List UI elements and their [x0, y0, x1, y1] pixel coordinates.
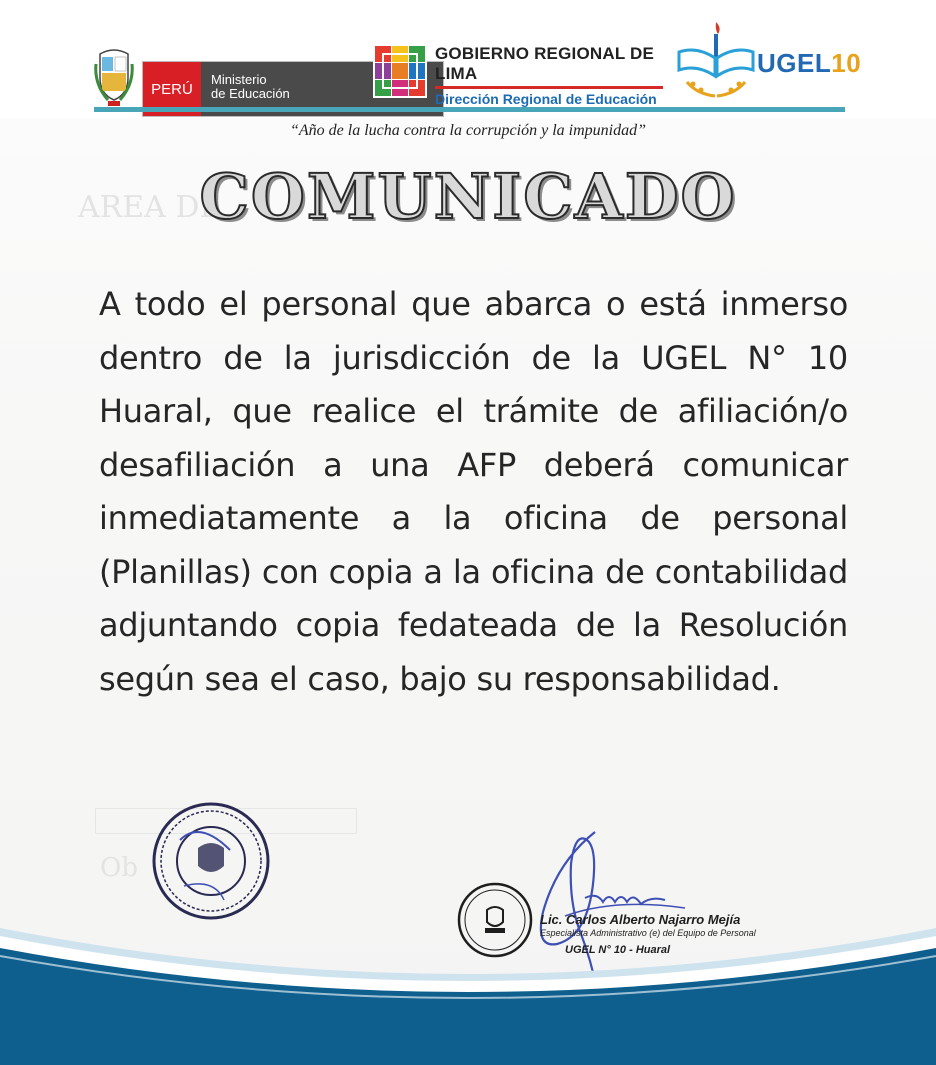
- regional-title: GOBIERNO REGIONAL DE LIMA: [435, 44, 655, 83]
- bleed-through-text: Ob: [100, 853, 138, 883]
- ugel-wordmark: [757, 48, 861, 79]
- letterhead: [88, 18, 862, 114]
- signer-office: UGEL N° 10 - Huaral: [565, 944, 671, 956]
- regional-divider: [435, 86, 663, 89]
- regional-government-logo-icon: [373, 44, 427, 98]
- footer-wave-decoration: [0, 900, 936, 1065]
- document-title: COMUNICADO: [199, 160, 737, 233]
- regional-government-name: [435, 44, 663, 107]
- bleed-through-text: AREA DE: [78, 190, 222, 225]
- announcement-body: A todo el personal que abarca o está inmerso dentro de la jurisdicción de la UGEL N° 10 Huaral, que realice el trámite de afiliación/o desafiliación a una AFP deberá comunicar inmediatamente a la oficina de personal (Planillas) con copia a la oficina de contabilidad adjuntando copia fedateada de la Resolución según sea el caso, bajo su responsabilidad.: [99, 285, 848, 698]
- year-motto: “Año de la lucha contra la corrupción y la impunidad”: [290, 122, 646, 139]
- signer-name: Lic. Carlos Alberto Najarro Mejía: [540, 912, 741, 927]
- ugel-word: UGEL: [757, 48, 832, 78]
- ugel-number: 10: [831, 48, 862, 78]
- peru-label: PERÚ: [143, 62, 201, 116]
- ugel-open-book-torch-icon: [673, 18, 759, 104]
- ministry-line-1: Ministerio: [211, 72, 267, 87]
- regional-subtitle: Dirección Regional de Educación: [435, 91, 657, 107]
- peru-coat-of-arms-icon: [94, 44, 134, 108]
- ministry-line-2: de Educación: [211, 86, 290, 101]
- header-divider-line: [94, 107, 845, 112]
- signer-position: Especialista Administrativo (e) del Equipo de Personal: [540, 928, 756, 938]
